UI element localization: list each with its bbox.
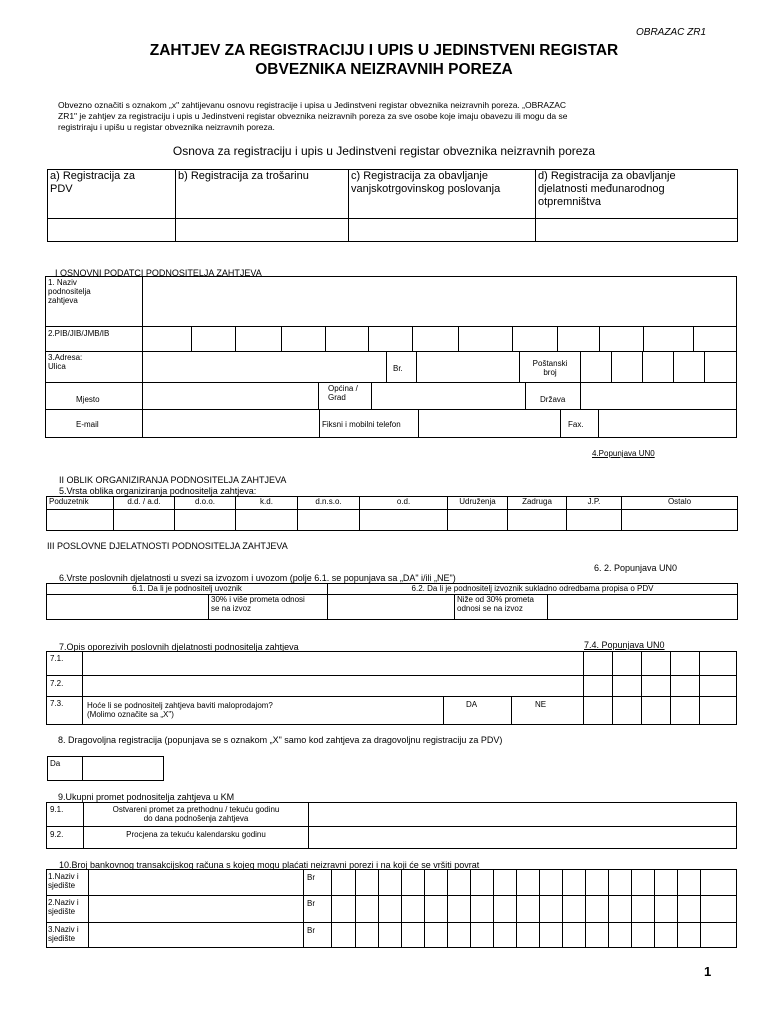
- org-col-4: k.d.: [236, 497, 298, 510]
- basis-check-a[interactable]: [48, 219, 176, 242]
- basis-option-c: [349, 170, 536, 219]
- bank-2-account-label: Br: [307, 899, 315, 908]
- bank-1-account-boxes[interactable]: [332, 870, 736, 894]
- org-check-cell[interactable]: [298, 510, 360, 531]
- label-line: 3.Naziv i: [48, 925, 79, 934]
- basis-check-c[interactable]: [349, 219, 536, 242]
- option-text: c) Registracija za obavljanje: [351, 170, 488, 182]
- basis-check-b[interactable]: [176, 219, 349, 242]
- bank-2-label: [48, 898, 79, 916]
- question-7: 7.Opis oporezivih poslovnih djelatnosti podnositelja zahtjeva: [59, 642, 299, 652]
- bank-1-account-label: Br: [307, 873, 315, 882]
- label-line: 30% i više prometa odnosi: [211, 595, 305, 604]
- intro-line: Obvezno označiti s oznakom „x" zahtijevanu osnovu registracije i upisa u Jedinstveni registar obveznika neizravnih poreza. „OBRAZAC: [58, 100, 567, 110]
- label-line: 1.Naziv i: [48, 872, 79, 881]
- label-line: do dana podnošenja zahtjeva: [143, 814, 249, 823]
- name-field[interactable]: [143, 277, 736, 326]
- postal-label: [528, 359, 572, 377]
- retail-yes-option[interactable]: DA: [466, 700, 478, 709]
- fax-label: Fax.: [568, 420, 584, 429]
- org-col-5: d.n.s.o.: [298, 497, 360, 510]
- basis-option-b: [176, 170, 349, 219]
- bank-3-account-label: Br: [307, 926, 315, 935]
- bank-3-label: [48, 925, 79, 943]
- export-over-30[interactable]: [209, 595, 328, 620]
- org-col-9: J.P.: [567, 497, 622, 510]
- org-check-cell[interactable]: [360, 510, 448, 531]
- section-2-heading: II OBLIK ORGANIZIRANJA PODNOSITELJA ZAHTJEVA: [59, 475, 287, 485]
- question-6: 6.Vrste poslovnih djelatnosti u svezi sa izvozom i uvozom (polje 6.1. se popunjava sa „DA" i/ili „NE"): [59, 573, 456, 583]
- postal-code-boxes[interactable]: [581, 352, 736, 382]
- label-line: sjedište: [48, 934, 76, 943]
- bank-3-name-field[interactable]: [89, 923, 302, 947]
- option-text: a) Registracija za: [50, 170, 135, 182]
- option-text: PDV: [50, 183, 73, 195]
- activity-7-2-field[interactable]: [83, 676, 582, 695]
- basis-check-d[interactable]: [536, 219, 738, 242]
- label-line: 1. Naziv: [48, 278, 77, 287]
- label-line: 3.Adresa:: [48, 353, 83, 362]
- label-line: Grad: [328, 393, 346, 402]
- page-number: 1: [704, 964, 712, 979]
- organization-form-table: [46, 496, 738, 531]
- org-col-6: o.d.: [360, 497, 448, 510]
- org-col-3: d.o.o.: [175, 497, 236, 510]
- option-text: djelatnosti međunarodnog: [538, 183, 665, 195]
- bank-2-name-field[interactable]: [89, 896, 302, 921]
- pib-digit-boxes[interactable]: [143, 327, 736, 351]
- q62-label: 6.2. Da li je podnositelj izvoznik sukladno odredbama propisa o PDV: [328, 584, 738, 595]
- label-line: se na izvoz: [211, 604, 252, 613]
- export-under-30[interactable]: [455, 595, 738, 620]
- house-number-label: Br.: [393, 364, 403, 373]
- fax-field[interactable]: [599, 410, 736, 437]
- activity-7-1-field[interactable]: [83, 652, 582, 674]
- label-line: Općina /: [328, 384, 358, 393]
- house-number-field[interactable]: [417, 352, 518, 382]
- org-check-cell[interactable]: [114, 510, 175, 531]
- label-line: broj: [543, 368, 557, 377]
- section-3-heading: III POSLOVNE DJELATNOSTI PODNOSITELJA ZAHTJEVA: [47, 541, 288, 551]
- basis-option-a: [48, 170, 176, 219]
- label-line: (Molimo označite sa „X"): [87, 710, 174, 719]
- bank-2-account-boxes[interactable]: [332, 896, 736, 921]
- turnover-estimate-label: Procjena za tekuću kalendarsku godinu: [126, 830, 266, 839]
- municipality-field[interactable]: [372, 383, 524, 409]
- place-field[interactable]: [143, 383, 317, 409]
- label-line: sjedište: [48, 907, 76, 916]
- bank-1-name-field[interactable]: [89, 870, 302, 894]
- org-check-cell[interactable]: [175, 510, 236, 531]
- place-label: Mjesto: [76, 395, 100, 404]
- activity-table: [46, 583, 738, 620]
- bank-3-account-boxes[interactable]: [332, 923, 736, 947]
- basis-heading: Osnova za registraciju i upis u Jedinstveni registar obveznika neizravnih poreza: [172, 144, 596, 158]
- org-col-10: Ostalo: [622, 497, 738, 510]
- country-label: Država: [540, 395, 566, 404]
- turnover-previous-label: [84, 805, 308, 823]
- intro-line: ZR1" je zahtjev za registraciju i upis u Jedinstveni registar obveznika neizravnih poreza za sve osobe koje imaju obavezu ili mogu da se: [58, 111, 568, 121]
- retail-no-option[interactable]: NE: [535, 700, 547, 709]
- street-field[interactable]: [143, 352, 385, 382]
- label-line: Poštanski: [532, 359, 568, 368]
- row-7-3-label: 7.3.: [50, 699, 64, 708]
- org-col-2: d.d. / a.d.: [114, 497, 175, 510]
- turnover-previous-field[interactable]: [309, 803, 736, 825]
- voluntary-yes-label: Da: [50, 759, 61, 768]
- row-9-2-label: 9.2.: [50, 830, 64, 839]
- uno-note-7-4: 7.4. Popunjava UN0: [584, 640, 665, 650]
- label-line: podnositelja: [48, 287, 91, 296]
- label-line: zahtjeva: [48, 296, 78, 305]
- org-check-cell[interactable]: [47, 510, 114, 531]
- form-code: OBRAZAC ZR1: [636, 27, 707, 38]
- phone-field[interactable]: [419, 410, 559, 437]
- bank-1-label: [48, 872, 79, 890]
- name-label: [48, 278, 91, 305]
- municipality-label: [328, 384, 358, 402]
- title-line-2: OBVEZNIKA NEIZRAVNIH POREZA: [255, 61, 513, 78]
- label-line: sjedište: [48, 881, 76, 890]
- address-label: [48, 353, 82, 371]
- turnover-estimate-field[interactable]: [309, 827, 736, 848]
- uno-note-6-2: 6. 2. Popunjava UN0: [594, 563, 678, 573]
- org-check-cell[interactable]: [448, 510, 508, 531]
- title-line-1: ZAHTJEV ZA REGISTRACIJU I UPIS U JEDINSTVENI REGISTAR: [149, 42, 619, 59]
- org-col-7: Udruženja: [448, 497, 508, 510]
- option-text: b) Registracija za trošarinu: [178, 170, 309, 182]
- intro-line: registriraju i upišu u registar obveznika neizravnih poreza.: [58, 122, 275, 132]
- question-10: 10.Broj bankovnog transakcijskog računa s kojeg mogu plaćati neizravni porezi i na koji će se vršiti povrat: [59, 860, 480, 870]
- label-line: odnosi se na izvoz: [457, 604, 523, 613]
- option-text: d) Registracija za obavljanje: [538, 170, 676, 182]
- form-title: [0, 41, 768, 79]
- question-8: 8. Dragovoljna registracija (popunjava se s oznakom „X" samo kod zahtjeva za dragovoljnu registraciju za PDV): [58, 735, 503, 745]
- email-field[interactable]: [143, 410, 318, 437]
- basis-table: [47, 169, 738, 242]
- label-line: Niže od 30% prometa: [457, 595, 534, 604]
- importer-field[interactable]: [47, 595, 209, 620]
- section-2-subheading: 5.Vrsta oblika organiziranja podnositelja zahtjeva:: [59, 486, 257, 496]
- q61-label: 6.1. Da li je podnositelj uvoznik: [47, 584, 328, 595]
- org-col-1: Poduzetnik: [47, 497, 114, 510]
- label-line: Ostvareni promet za prethodnu / tekuću godinu: [112, 805, 280, 814]
- row-7-2-label: 7.2.: [50, 679, 64, 688]
- email-label: E-mail: [76, 420, 99, 429]
- retail-question: [87, 701, 273, 719]
- label-line: 2.Naziv i: [48, 898, 79, 907]
- section-1-heading: I OSNOVNI PODATCI PODNOSITELJA ZAHTJEVA: [55, 268, 262, 278]
- voluntary-check-field[interactable]: [83, 757, 163, 780]
- label-line: Hoće li se podnositelj zahtjeva baviti maloprodajom?: [87, 701, 273, 710]
- export-over-30-check[interactable]: [328, 595, 455, 620]
- country-field[interactable]: [581, 383, 736, 409]
- row-7-1-label: 7.1.: [50, 654, 64, 663]
- label-line: Ulica: [48, 362, 66, 371]
- option-text: otpremništva: [538, 196, 601, 208]
- question-9: 9.Ukupni promet podnositelja zahtjeva u KM: [58, 792, 235, 802]
- org-col-8: Zadruga: [508, 497, 567, 510]
- intro-text: [58, 100, 568, 133]
- pib-label: 2.PIB/JIB/JMB/IB: [48, 329, 110, 338]
- org-check-cell[interactable]: [236, 510, 298, 531]
- org-check-cell[interactable]: [508, 510, 567, 531]
- org-check-cell[interactable]: [622, 510, 738, 531]
- row-9-1-label: 9.1.: [50, 805, 64, 814]
- phone-label: Fiksni i mobilni telefon: [322, 420, 401, 429]
- basis-option-d: [536, 170, 738, 219]
- option-text: vanjskotrgovinskog poslovanja: [351, 183, 501, 195]
- org-check-cell[interactable]: [567, 510, 622, 531]
- uno-note-4: 4.Popunjava UN0: [592, 449, 655, 458]
